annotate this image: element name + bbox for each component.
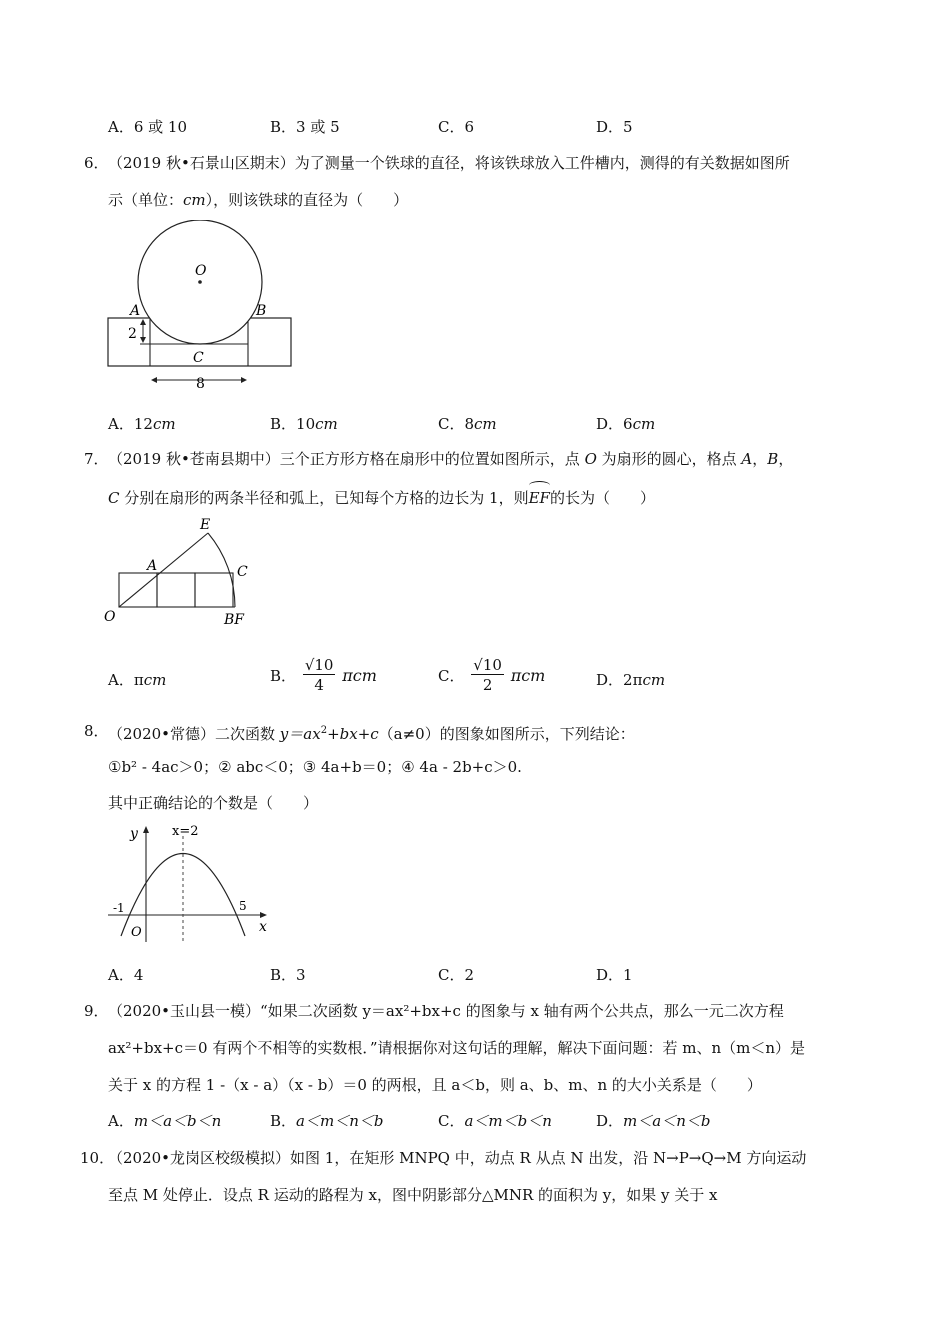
q6-label-o: O bbox=[195, 263, 207, 279]
q9-option-c: C．a＜m＜b＜n bbox=[438, 1112, 552, 1130]
q8-stem-line2: ①b² - 4ac＞0；② abc＜0；③ 4a+b＝0；④ 4a - 2b+c＞0. bbox=[108, 758, 522, 776]
q10-stem-line1: （2020•龙岗区校级模拟）如图 1，在矩形 MNPQ 中，动点 R 从点 N 出发，沿 N→P→Q→M 方向运动 bbox=[108, 1149, 807, 1167]
q8-figure-parabola bbox=[100, 818, 275, 948]
q8-label-axis: x=2 bbox=[172, 824, 199, 839]
q7-option-c: C． $\frac{√10}{2}$ πcm bbox=[438, 656, 546, 694]
q8-parabola-curve bbox=[121, 854, 245, 937]
q9-option-d: D．m＜a＜n＜b bbox=[596, 1112, 711, 1130]
q7-label-o: O bbox=[104, 609, 116, 625]
q6-label-b: B bbox=[256, 303, 267, 319]
q6-option-d: D．6cm bbox=[596, 415, 656, 433]
q8-label-y: y bbox=[130, 826, 138, 842]
q5-option-d: D．5 bbox=[596, 118, 633, 136]
q10-stem-line2: 至点 M 处停止．设点 R 运动的路程为 x，图中阴影部分△MNR 的面积为 y，如果 y 关于 x bbox=[108, 1186, 718, 1204]
q6-figure-ball-in-groove bbox=[100, 220, 300, 395]
q9-stem-line2: ax²+bx+c＝0 有两个不相等的实数根．”请根据你对这句话的理解，解决下面问题：若 m、n（m＜n）是 bbox=[108, 1039, 806, 1057]
q9-option-a: A．m＜a＜b＜n bbox=[108, 1112, 222, 1130]
q8-option-c: C．2 bbox=[438, 966, 475, 984]
q7-arc bbox=[208, 533, 235, 607]
q7-label-bf: BF bbox=[224, 612, 245, 628]
q7-figure-sector bbox=[100, 513, 265, 633]
q9-stem-line3: 关于 x 的方程 1 -（x - a）（x - b）＝0 的两根，且 a＜b，则 a、b、m、n 的大小关系是（ ） bbox=[108, 1076, 762, 1094]
q6-stem-line1: （2019 秋•石景山区期末）为了测量一个铁球的直径，将该铁球放入工件槽内，测得的有关数据如图所 bbox=[108, 154, 790, 172]
q8-option-b: B．3 bbox=[270, 966, 306, 984]
q6-label-width: 8 bbox=[196, 376, 205, 392]
q7-arc-ef: EF bbox=[529, 485, 550, 508]
q5-option-c: C．6 bbox=[438, 118, 475, 136]
q9-option-b: B．a＜m＜n＜b bbox=[270, 1112, 384, 1130]
q8-option-a: A．4 bbox=[108, 966, 144, 984]
q6-number: 6． bbox=[84, 154, 109, 172]
q7-stem-line1: （2019 秋•苍南县期中）三个正方形方格在扇形中的位置如图所示，点 O 为扇形的圆心，格点 A，B， bbox=[108, 450, 794, 468]
q6-label-depth: 2 bbox=[128, 326, 137, 342]
q6-stem-line2: 示（单位：cm），则该铁球的直径为（ ） bbox=[108, 191, 409, 209]
q7-option-d: D．2πcm bbox=[596, 671, 666, 689]
q5-option-b: B．3 或 5 bbox=[270, 118, 340, 136]
q6-label-c: C bbox=[193, 350, 204, 366]
q8-stem-line1: （2020•常德）二次函数 $y=ax^2+bx+c(a\ne 0)$的图象如图所示，下列结论： bbox=[108, 725, 635, 743]
q6-label-a: A bbox=[130, 303, 141, 319]
q8-label-origin: O bbox=[131, 925, 142, 940]
q8-option-d: D．1 bbox=[596, 966, 633, 984]
q6-option-a: A．12cm bbox=[108, 415, 176, 433]
q7-number: 7． bbox=[84, 450, 109, 468]
q8-label-neg1: -1 bbox=[113, 901, 125, 915]
q7-label-a: A bbox=[147, 558, 158, 574]
q8-label-five: 5 bbox=[239, 899, 247, 913]
q10-number: 10． bbox=[80, 1149, 115, 1167]
q7-stem-line2: C 分别在扇形的两条半径和弧上，已知每个方格的边长为 1，则 EF的长为（ ） bbox=[108, 485, 655, 508]
q6-option-c: C．8cm bbox=[438, 415, 497, 433]
q8-number: 8． bbox=[84, 722, 109, 740]
q7-option-b: B． $\frac{√10}{4}$ πcm bbox=[270, 656, 377, 694]
q8-label-x: x bbox=[259, 919, 267, 935]
q9-number: 9． bbox=[84, 1002, 109, 1020]
q7-label-c: C bbox=[237, 564, 248, 580]
q5-option-a: A．6 或 10 bbox=[108, 118, 188, 136]
q9-stem-line1: （2020•玉山县一模）“如果二次函数 y＝ax²+bx+c 的图象与 x 轴有两个公共点，那么一元二次方程 bbox=[108, 1002, 784, 1020]
q8-stem-line3: 其中正确结论的个数是（ ） bbox=[108, 794, 319, 812]
q7-option-a: A．πcm bbox=[108, 671, 167, 689]
q7-label-e: E bbox=[200, 517, 211, 533]
q6-option-b: B．10cm bbox=[270, 415, 338, 433]
